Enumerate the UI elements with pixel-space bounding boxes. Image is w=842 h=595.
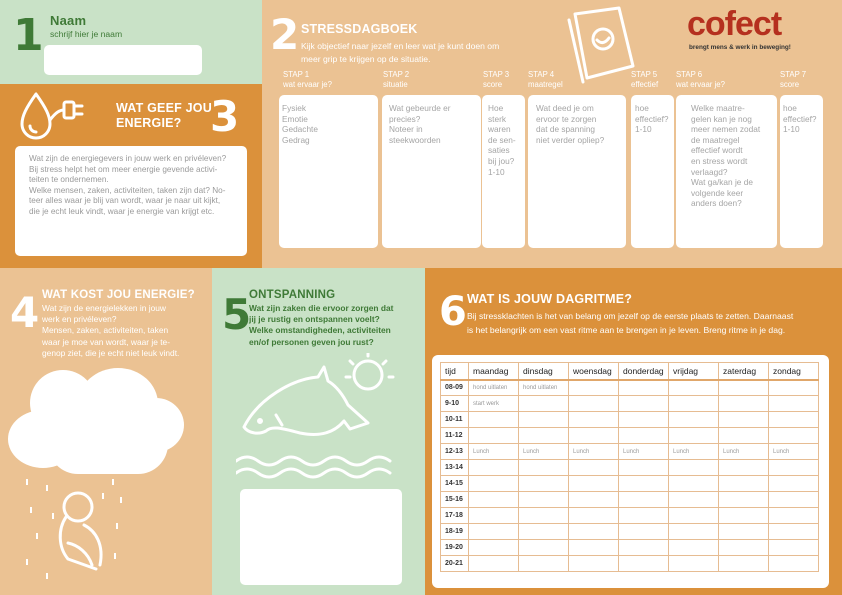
schedule-row: [441, 508, 819, 524]
schedule-day-header: dinsdag: [519, 363, 569, 380]
schedule-cell[interactable]: [469, 412, 519, 428]
schedule-cell[interactable]: [569, 428, 619, 444]
step-5-text: hoe effectief? 1-10: [635, 103, 669, 135]
schedule-cell[interactable]: [519, 508, 569, 524]
schedule-time-cell: 14-15: [441, 476, 469, 492]
schedule-cell[interactable]: [569, 556, 619, 572]
energy-costs-title: WAT KOST JOU ENERGIE?: [42, 289, 195, 301]
schedule-cell[interactable]: [619, 524, 669, 540]
weekly-schedule: [432, 355, 829, 588]
schedule-cell[interactable]: [619, 428, 669, 444]
schedule-cell[interactable]: [719, 380, 769, 396]
schedule-cell[interactable]: [769, 428, 819, 444]
step-4-text: Wat deed je om ervoor te zorgen dat de spanning niet verder opliep?: [536, 103, 605, 145]
schedule-time-cell: 13-14: [441, 460, 469, 476]
schedule-time-header: tijd: [441, 363, 469, 380]
schedule-row: [441, 460, 819, 476]
schedule-cell[interactable]: [769, 556, 819, 572]
schedule-cell[interactable]: [519, 428, 569, 444]
section-number-6: 6: [439, 289, 467, 335]
schedule-cell[interactable]: [719, 492, 769, 508]
panel-energy-givers: [0, 84, 262, 268]
schedule-cell[interactable]: [519, 412, 569, 428]
schedule-cell[interactable]: [719, 540, 769, 556]
schedule-cell[interactable]: [569, 380, 619, 396]
schedule-cell[interactable]: [719, 412, 769, 428]
schedule-cell[interactable]: [719, 524, 769, 540]
step-3-text: Hoe sterk waren de sen- saties bij jou? 1-10: [488, 103, 516, 177]
schedule-cell[interactable]: [619, 396, 669, 412]
step-6-header: STAP 6 wat ervaar je?: [676, 70, 725, 89]
name-input[interactable]: [44, 45, 202, 75]
schedule-cell[interactable]: [769, 412, 819, 428]
schedule-table: [440, 362, 819, 572]
schedule-header-row: [441, 363, 819, 380]
step-2-header: STAP 2 situatie: [383, 70, 410, 89]
schedule-cell[interactable]: start werk: [469, 396, 519, 412]
schedule-cell[interactable]: [619, 460, 669, 476]
schedule-cell[interactable]: [669, 396, 719, 412]
schedule-cell[interactable]: Lunch: [619, 444, 669, 460]
schedule-cell[interactable]: [769, 396, 819, 412]
dolphin-sun-icon: [236, 353, 416, 488]
stress-diary-intro: Kijk objectief naar jezelf en leer wat je kunt doen om meer grip te krijgen op de situatie.: [301, 41, 500, 64]
panel-stress-diary: [262, 0, 842, 268]
schedule-time-cell: 19-20: [441, 540, 469, 556]
schedule-cell[interactable]: [769, 508, 819, 524]
step-5-header: STAP 5 effectief: [631, 70, 659, 89]
schedule-cell[interactable]: [619, 412, 669, 428]
schedule-cell[interactable]: [669, 380, 719, 396]
name-title: Naam: [50, 13, 87, 28]
schedule-cell[interactable]: [719, 396, 769, 412]
schedule-cell[interactable]: [669, 524, 719, 540]
schedule-row: [441, 524, 819, 540]
schedule-cell[interactable]: [469, 508, 519, 524]
schedule-time-cell: 9-10: [441, 396, 469, 412]
step-6-text: Welke maatre- gelen kan je nog meer nemen zodat de maatregel effectief wordt en stress wordt verlaagd? Wat ga/kan je de volgende keer anders doen?: [691, 103, 761, 209]
step-1-header: STAP 1 wat ervaar je?: [283, 70, 332, 89]
schedule-cell[interactable]: [769, 540, 819, 556]
schedule-cell[interactable]: [569, 508, 619, 524]
step-7-text: hoe effectief? 1-10: [783, 103, 817, 135]
schedule-cell[interactable]: [469, 476, 519, 492]
panel-energy-costs: [0, 268, 212, 595]
schedule-cell[interactable]: [769, 524, 819, 540]
schedule-cell[interactable]: [569, 396, 619, 412]
day-rhythm-title: WAT IS JOUW DAGRITME?: [467, 292, 633, 306]
schedule-time-cell: 18-19: [441, 524, 469, 540]
schedule-cell[interactable]: [569, 540, 619, 556]
stress-diary-title: STRESSDAGBOEK: [301, 22, 418, 36]
schedule-cell[interactable]: [669, 428, 719, 444]
schedule-cell[interactable]: [469, 428, 519, 444]
brand-tagline: brengt mens & werk in beweging!: [689, 44, 791, 51]
step-1-text: Fysiek Emotie Gedachte Gedrag: [282, 103, 318, 145]
schedule-cell[interactable]: [619, 476, 669, 492]
schedule-cell[interactable]: hond uitlaten: [519, 380, 569, 396]
schedule-time-cell: 11-12: [441, 428, 469, 444]
energy-givers-text: Wat zijn de energiegevers in jouw werk en privéleven? Bij stress helpt het om meer energie gevende activi- teiten te ondernemen. Welke mensen, zaken, activiteiten, taken zijn dat? No- teer alles waar je blij van wordt, waar je naar uit kijkt, die je echt leuk vindt, waar je energie van krijgt etc.: [29, 154, 227, 216]
schedule-cell[interactable]: [519, 396, 569, 412]
schedule-cell[interactable]: [569, 524, 619, 540]
schedule-cell[interactable]: [719, 460, 769, 476]
schedule-cell[interactable]: Lunch: [719, 444, 769, 460]
schedule-cell[interactable]: [669, 508, 719, 524]
schedule-cell[interactable]: [769, 380, 819, 396]
energy-costs-text: Wat zijn de energielekken in jouw werk en privéleven? Mensen, zaken, activiteiten, taken waar je moe van wordt, waar je te- genop ziet, die je echt niet leuk vindt.: [42, 303, 180, 358]
schedule-cell[interactable]: [569, 492, 619, 508]
schedule-time-cell: 10-11: [441, 412, 469, 428]
schedule-cell[interactable]: [719, 556, 769, 572]
schedule-row: [441, 492, 819, 508]
schedule-cell[interactable]: [669, 476, 719, 492]
schedule-cell[interactable]: [469, 540, 519, 556]
schedule-cell[interactable]: [519, 492, 569, 508]
relaxation-text: Wat zijn zaken die ervoor zorgen dat jij je rustig en ontspannen voelt? Welke omstandigheden, activiteiten en/of personen geven jou rust?: [249, 303, 394, 347]
schedule-day-header: maandag: [469, 363, 519, 380]
schedule-row: [441, 444, 819, 460]
schedule-cell[interactable]: [519, 460, 569, 476]
schedule-cell[interactable]: [769, 492, 819, 508]
schedule-cell[interactable]: [469, 460, 519, 476]
schedule-cell[interactable]: [669, 460, 719, 476]
water-drop-plug-icon: [16, 90, 86, 144]
step-2-text: Wat gebeurde er precies? Noteer in steekwoorden: [389, 103, 451, 145]
schedule-cell[interactable]: [619, 380, 669, 396]
schedule-day-header: zaterdag: [719, 363, 769, 380]
section-number-4: 4: [10, 288, 40, 337]
schedule-row: [441, 540, 819, 556]
schedule-cell[interactable]: [719, 476, 769, 492]
schedule-cell[interactable]: [669, 412, 719, 428]
schedule-cell[interactable]: [669, 556, 719, 572]
section-number-3: 3: [210, 92, 240, 141]
schedule-cell[interactable]: Lunch: [469, 444, 519, 460]
schedule-cell[interactable]: [469, 524, 519, 540]
cloud-writing-area[interactable]: [8, 368, 188, 476]
schedule-row: [441, 380, 819, 396]
schedule-cell[interactable]: [469, 492, 519, 508]
schedule-cell[interactable]: [619, 492, 669, 508]
schedule-row: [441, 556, 819, 572]
brand-logo: cofect: [687, 5, 782, 43]
schedule-cell[interactable]: Lunch: [519, 444, 569, 460]
panel-name: [0, 0, 262, 84]
schedule-cell[interactable]: [669, 540, 719, 556]
schedule-row: [441, 396, 819, 412]
schedule-cell[interactable]: [769, 460, 819, 476]
schedule-row: [441, 476, 819, 492]
schedule-cell[interactable]: Lunch: [769, 444, 819, 460]
schedule-cell[interactable]: [719, 508, 769, 524]
schedule-time-cell: 12-13: [441, 444, 469, 460]
schedule-cell[interactable]: hond uitlaten: [469, 380, 519, 396]
schedule-cell[interactable]: [569, 460, 619, 476]
sad-person-rain-icon: [22, 473, 132, 583]
energy-givers-title: WAT GEEF JOU ENERGIE?: [116, 101, 212, 130]
schedule-cell[interactable]: [519, 524, 569, 540]
schedule-time-cell: 08-09: [441, 380, 469, 396]
relaxation-title: ONTSPANNING: [249, 289, 336, 301]
schedule-row: [441, 412, 819, 428]
relaxation-box[interactable]: [240, 489, 402, 585]
section-number-2: 2: [270, 10, 300, 59]
schedule-cell[interactable]: [769, 476, 819, 492]
schedule-day-header: zondag: [769, 363, 819, 380]
schedule-cell[interactable]: Lunch: [569, 444, 619, 460]
day-rhythm-text: Bij stressklachten is het van belang om jezelf op de eerste plaats te zetten. Daarnaast is het belangrijk om een vast ritme aan te brengen in je leven. Breng ritme in je dag.: [467, 311, 794, 335]
schedule-cell[interactable]: [719, 428, 769, 444]
step-4-header: STAP 4 maatregel: [528, 70, 563, 89]
schedule-cell[interactable]: [469, 556, 519, 572]
panel-relaxation: [212, 268, 425, 595]
schedule-cell[interactable]: [569, 476, 619, 492]
step-7-header: STAP 7 score: [780, 70, 807, 89]
schedule-cell[interactable]: [669, 492, 719, 508]
schedule-time-cell: 15-16: [441, 492, 469, 508]
step-3-header: STAP 3 score: [483, 70, 510, 89]
schedule-day-header: donderdag: [619, 363, 669, 380]
schedule-day-header: vrijdag: [669, 363, 719, 380]
schedule-cell[interactable]: [519, 556, 569, 572]
schedule-time-cell: 20-21: [441, 556, 469, 572]
schedule-row: [441, 428, 819, 444]
schedule-cell[interactable]: [519, 540, 569, 556]
schedule-cell[interactable]: [619, 556, 669, 572]
schedule-cell[interactable]: [619, 540, 669, 556]
schedule-cell[interactable]: Lunch: [669, 444, 719, 460]
schedule-cell[interactable]: [619, 508, 669, 524]
schedule-cell[interactable]: [519, 476, 569, 492]
section-number-5: 5: [222, 290, 252, 339]
name-subtitle: schrijf hier je naam: [50, 29, 123, 39]
schedule-cell[interactable]: [569, 412, 619, 428]
schedule-day-header: woensdag: [569, 363, 619, 380]
section-number-1: 1: [13, 10, 44, 61]
schedule-time-cell: 17-18: [441, 508, 469, 524]
